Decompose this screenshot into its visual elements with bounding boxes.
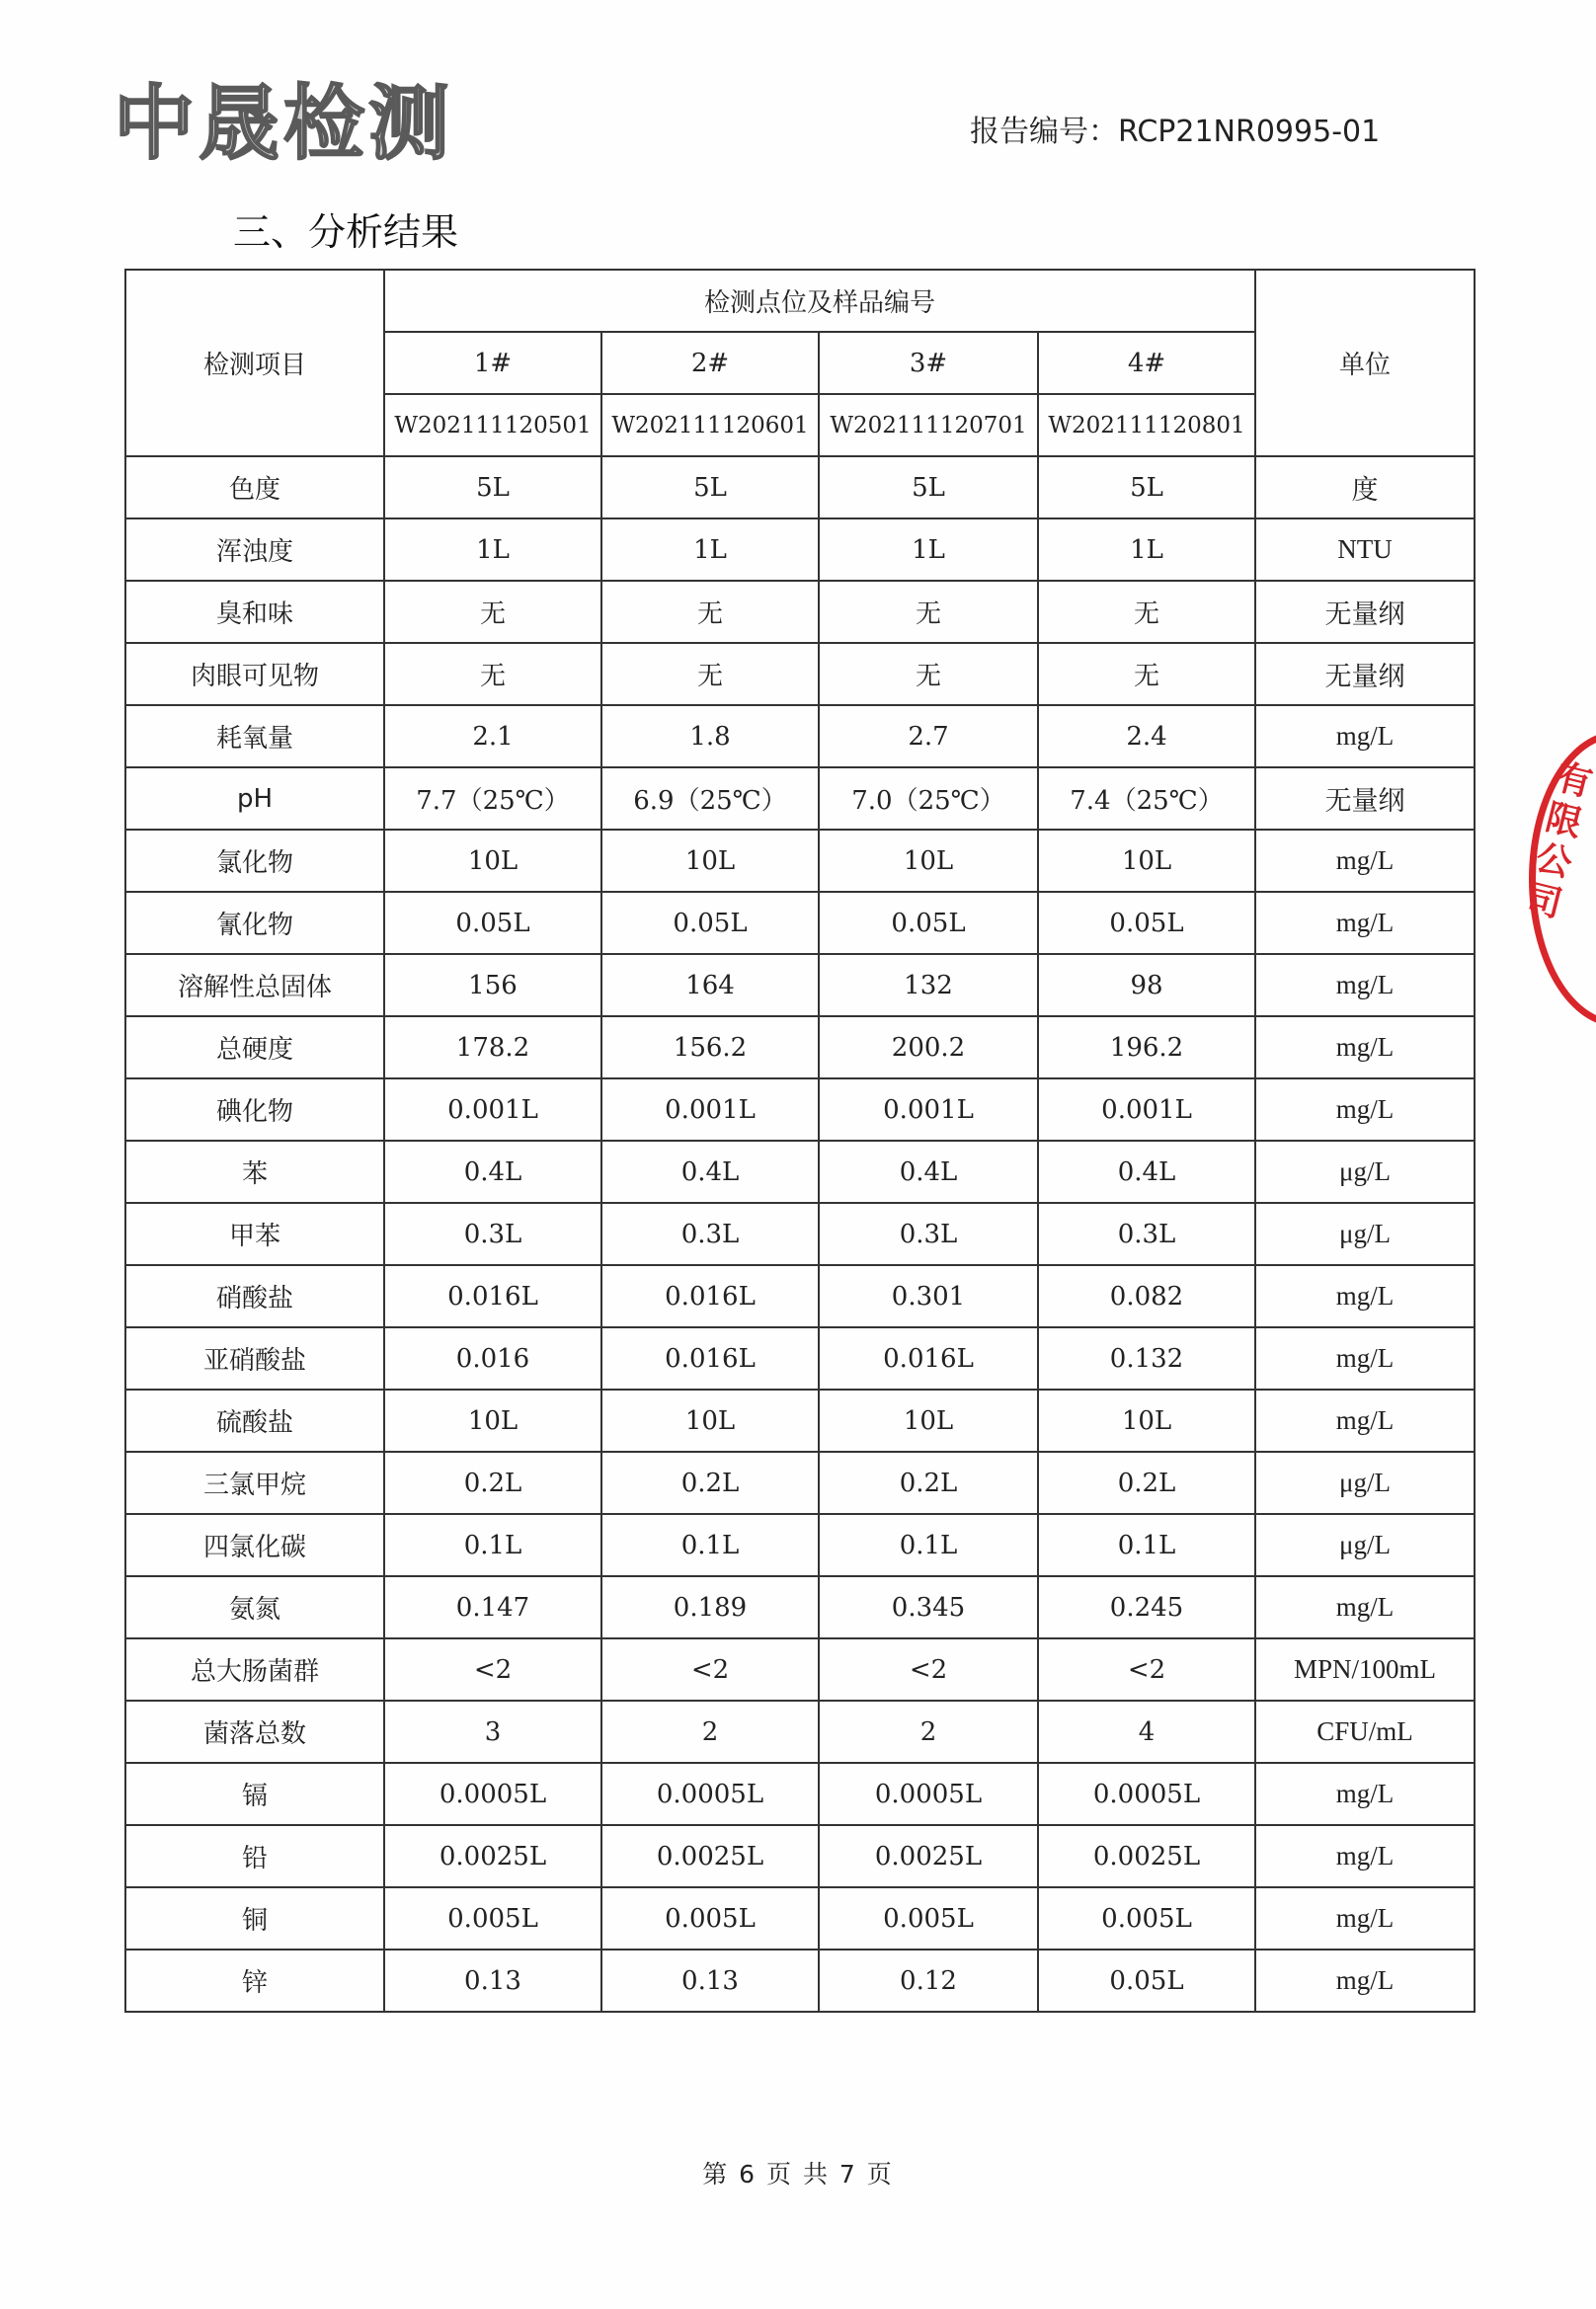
- unit-cell: μg/L: [1255, 1514, 1475, 1576]
- unit-cell: 无量纲: [1255, 643, 1475, 705]
- value-cell: 7.4（25℃）: [1038, 767, 1255, 830]
- item-name-cell: 铅: [125, 1825, 384, 1887]
- value-cell: 2: [819, 1701, 1038, 1763]
- value-cell: 0.2L: [601, 1452, 819, 1514]
- value-cell: 200.2: [819, 1016, 1038, 1078]
- table-row: [125, 1638, 1475, 1701]
- sample-code: W202111120801: [1038, 394, 1255, 456]
- value-cell: 0.3L: [1038, 1203, 1255, 1265]
- item-name-cell: 镉: [125, 1763, 384, 1825]
- value-cell: 0.0025L: [601, 1825, 819, 1887]
- value-cell: 2.7: [819, 705, 1038, 767]
- value-cell: 0.016L: [384, 1265, 601, 1327]
- unit-cell: MPN/100mL: [1255, 1638, 1475, 1701]
- item-name-cell: 碘化物: [125, 1078, 384, 1141]
- table-row: [125, 643, 1475, 705]
- table-row: [125, 581, 1475, 643]
- item-name-cell: 氨氮: [125, 1576, 384, 1638]
- value-cell: 1L: [384, 518, 601, 581]
- item-name-cell: 总大肠菌群: [125, 1638, 384, 1701]
- unit-cell: mg/L: [1255, 1887, 1475, 1950]
- value-cell: 0.001L: [1038, 1078, 1255, 1141]
- table-row: [125, 1825, 1475, 1887]
- report-number: 报告编号：RCP21NR0995-01: [970, 115, 1381, 149]
- value-cell: 10L: [384, 830, 601, 892]
- item-name-cell: 色度: [125, 456, 384, 518]
- value-cell: 无: [384, 643, 601, 705]
- table-row: [125, 954, 1475, 1016]
- table-row: [125, 456, 1475, 518]
- unit-cell: mg/L: [1255, 1950, 1475, 2012]
- item-name-cell: 四氯化碳: [125, 1514, 384, 1576]
- value-cell: 0.016: [384, 1327, 601, 1390]
- value-cell: 0.13: [601, 1950, 819, 2012]
- value-cell: 0.05L: [1038, 892, 1255, 954]
- value-cell: 无: [1038, 643, 1255, 705]
- value-cell: 0.2L: [384, 1452, 601, 1514]
- company-logo: 中晟检测: [114, 77, 454, 171]
- value-cell: 0.0005L: [384, 1763, 601, 1825]
- value-cell: 10L: [601, 830, 819, 892]
- item-name-cell: 硝酸盐: [125, 1265, 384, 1327]
- unit-cell: μg/L: [1255, 1203, 1475, 1265]
- item-name-cell: 臭和味: [125, 581, 384, 643]
- value-cell: <2: [819, 1638, 1038, 1701]
- unit-cell: 度: [1255, 456, 1475, 518]
- value-cell: 98: [1038, 954, 1255, 1016]
- company-seal-text: 有限公司: [1521, 756, 1596, 926]
- item-name-cell: 溶解性总固体: [125, 954, 384, 1016]
- unit-cell: mg/L: [1255, 1016, 1475, 1078]
- value-cell: 0.4L: [601, 1141, 819, 1203]
- value-cell: 196.2: [1038, 1016, 1255, 1078]
- table-row: [125, 1265, 1475, 1327]
- value-cell: 156: [384, 954, 601, 1016]
- value-cell: 0.001L: [384, 1078, 601, 1141]
- value-cell: 0.3L: [819, 1203, 1038, 1265]
- sample-code: W202111120501: [384, 394, 601, 456]
- value-cell: 无: [1038, 581, 1255, 643]
- value-cell: 0.016L: [601, 1327, 819, 1390]
- value-cell: 1L: [1038, 518, 1255, 581]
- table-row: [125, 1452, 1475, 1514]
- unit-cell: 无量纲: [1255, 767, 1475, 830]
- table-row: [125, 1141, 1475, 1203]
- table-row: [125, 1078, 1475, 1141]
- value-cell: 0.2L: [1038, 1452, 1255, 1514]
- results-table: [124, 269, 1476, 2013]
- table-row: [125, 1950, 1475, 2012]
- unit-cell: μg/L: [1255, 1452, 1475, 1514]
- value-cell: 132: [819, 954, 1038, 1016]
- table-row: [125, 1887, 1475, 1950]
- unit-cell: NTU: [1255, 518, 1475, 581]
- table-row: [125, 830, 1475, 892]
- value-cell: 1L: [601, 518, 819, 581]
- item-name-cell: 氯化物: [125, 830, 384, 892]
- value-cell: 0.301: [819, 1265, 1038, 1327]
- value-cell: 0.1L: [601, 1514, 819, 1576]
- item-name-cell: 菌落总数: [125, 1701, 384, 1763]
- value-cell: 0.1L: [1038, 1514, 1255, 1576]
- table-row: [125, 705, 1475, 767]
- value-cell: 无: [384, 581, 601, 643]
- item-name-cell: pH: [125, 767, 384, 830]
- value-cell: 5L: [601, 456, 819, 518]
- unit-cell: mg/L: [1255, 954, 1475, 1016]
- table-row: [125, 1576, 1475, 1638]
- point-header: 4#: [1038, 332, 1255, 394]
- value-cell: 无: [601, 581, 819, 643]
- value-cell: <2: [1038, 1638, 1255, 1701]
- value-cell: 0.05L: [819, 892, 1038, 954]
- table-row: [125, 1327, 1475, 1390]
- value-cell: 0.016L: [601, 1265, 819, 1327]
- value-cell: 无: [601, 643, 819, 705]
- value-cell: 0.05L: [384, 892, 601, 954]
- unit-cell: mg/L: [1255, 1265, 1475, 1327]
- value-cell: 0.001L: [601, 1078, 819, 1141]
- value-cell: 0.0005L: [1038, 1763, 1255, 1825]
- section-title: 三、分析结果: [233, 210, 459, 254]
- unit-cell: CFU/mL: [1255, 1701, 1475, 1763]
- unit-cell: mg/L: [1255, 1825, 1475, 1887]
- value-cell: 0.13: [384, 1950, 601, 2012]
- table-row: [125, 1390, 1475, 1452]
- item-header: 检测项目: [125, 270, 384, 456]
- page-number: 第 6 页 共 7 页: [702, 2160, 894, 2189]
- value-cell: 156.2: [601, 1016, 819, 1078]
- point-header: 1#: [384, 332, 601, 394]
- table-header-row-1: [125, 270, 1475, 332]
- unit-cell: μg/L: [1255, 1141, 1475, 1203]
- table-row: [125, 1203, 1475, 1265]
- value-cell: 0.0025L: [384, 1825, 601, 1887]
- value-cell: 2: [601, 1701, 819, 1763]
- value-cell: 0.0005L: [601, 1763, 819, 1825]
- sample-code: W202111120701: [819, 394, 1038, 456]
- unit-cell: mg/L: [1255, 1576, 1475, 1638]
- value-cell: 10L: [819, 830, 1038, 892]
- value-cell: 7.7（25℃）: [384, 767, 601, 830]
- value-cell: 0.005L: [819, 1887, 1038, 1950]
- value-cell: 3: [384, 1701, 601, 1763]
- value-cell: 5L: [384, 456, 601, 518]
- unit-header: 单位: [1255, 270, 1475, 456]
- unit-cell: mg/L: [1255, 1327, 1475, 1390]
- value-cell: 178.2: [384, 1016, 601, 1078]
- value-cell: 无: [819, 643, 1038, 705]
- unit-cell: mg/L: [1255, 892, 1475, 954]
- value-cell: 0.147: [384, 1576, 601, 1638]
- item-name-cell: 浑浊度: [125, 518, 384, 581]
- item-name-cell: 总硬度: [125, 1016, 384, 1078]
- value-cell: 1L: [819, 518, 1038, 581]
- unit-cell: mg/L: [1255, 1763, 1475, 1825]
- value-cell: 0.016L: [819, 1327, 1038, 1390]
- table-row: [125, 767, 1475, 830]
- value-cell: 0.3L: [384, 1203, 601, 1265]
- value-cell: <2: [384, 1638, 601, 1701]
- value-cell: 0.3L: [601, 1203, 819, 1265]
- value-cell: 0.4L: [1038, 1141, 1255, 1203]
- value-cell: 0.4L: [384, 1141, 601, 1203]
- value-cell: 5L: [819, 456, 1038, 518]
- value-cell: 0.082: [1038, 1265, 1255, 1327]
- value-cell: 4: [1038, 1701, 1255, 1763]
- value-cell: 6.9（25℃）: [601, 767, 819, 830]
- value-cell: 0.001L: [819, 1078, 1038, 1141]
- value-cell: 2.1: [384, 705, 601, 767]
- value-cell: 0.05L: [601, 892, 819, 954]
- value-cell: 无: [819, 581, 1038, 643]
- value-cell: 164: [601, 954, 819, 1016]
- sample-code: W202111120601: [601, 394, 819, 456]
- table-row: [125, 892, 1475, 954]
- table-row: [125, 1701, 1475, 1763]
- item-name-cell: 亚硝酸盐: [125, 1327, 384, 1390]
- value-cell: 0.2L: [819, 1452, 1038, 1514]
- value-cell: 7.0（25℃）: [819, 767, 1038, 830]
- value-cell: 0.345: [819, 1576, 1038, 1638]
- value-cell: 0.1L: [384, 1514, 601, 1576]
- unit-cell: mg/L: [1255, 705, 1475, 767]
- value-cell: 0.12: [819, 1950, 1038, 2012]
- item-name-cell: 肉眼可见物: [125, 643, 384, 705]
- value-cell: 10L: [384, 1390, 601, 1452]
- value-cell: 10L: [1038, 830, 1255, 892]
- group-header: 检测点位及样品编号: [384, 270, 1255, 332]
- item-name-cell: 苯: [125, 1141, 384, 1203]
- value-cell: 0.0005L: [819, 1763, 1038, 1825]
- value-cell: 0.0025L: [819, 1825, 1038, 1887]
- value-cell: 0.4L: [819, 1141, 1038, 1203]
- value-cell: <2: [601, 1638, 819, 1701]
- item-name-cell: 耗氧量: [125, 705, 384, 767]
- value-cell: 2.4: [1038, 705, 1255, 767]
- value-cell: 0.0025L: [1038, 1825, 1255, 1887]
- item-name-cell: 三氯甲烷: [125, 1452, 384, 1514]
- item-name-cell: 锌: [125, 1950, 384, 2012]
- item-name-cell: 硫酸盐: [125, 1390, 384, 1452]
- value-cell: 0.132: [1038, 1327, 1255, 1390]
- item-name-cell: 甲苯: [125, 1203, 384, 1265]
- value-cell: 0.005L: [384, 1887, 601, 1950]
- unit-cell: mg/L: [1255, 1078, 1475, 1141]
- value-cell: 0.245: [1038, 1576, 1255, 1638]
- table-row: [125, 1016, 1475, 1078]
- point-header: 3#: [819, 332, 1038, 394]
- value-cell: 0.189: [601, 1576, 819, 1638]
- value-cell: 10L: [1038, 1390, 1255, 1452]
- value-cell: 5L: [1038, 456, 1255, 518]
- item-name-cell: 氰化物: [125, 892, 384, 954]
- value-cell: 0.005L: [601, 1887, 819, 1950]
- value-cell: 0.1L: [819, 1514, 1038, 1576]
- table-row: [125, 1514, 1475, 1576]
- unit-cell: mg/L: [1255, 830, 1475, 892]
- value-cell: 0.005L: [1038, 1887, 1255, 1950]
- value-cell: 10L: [601, 1390, 819, 1452]
- table-row: [125, 1763, 1475, 1825]
- unit-cell: 无量纲: [1255, 581, 1475, 643]
- point-header: 2#: [601, 332, 819, 394]
- table-row: [125, 518, 1475, 581]
- item-name-cell: 铜: [125, 1887, 384, 1950]
- unit-cell: mg/L: [1255, 1390, 1475, 1452]
- value-cell: 10L: [819, 1390, 1038, 1452]
- value-cell: 0.05L: [1038, 1950, 1255, 2012]
- value-cell: 1.8: [601, 705, 819, 767]
